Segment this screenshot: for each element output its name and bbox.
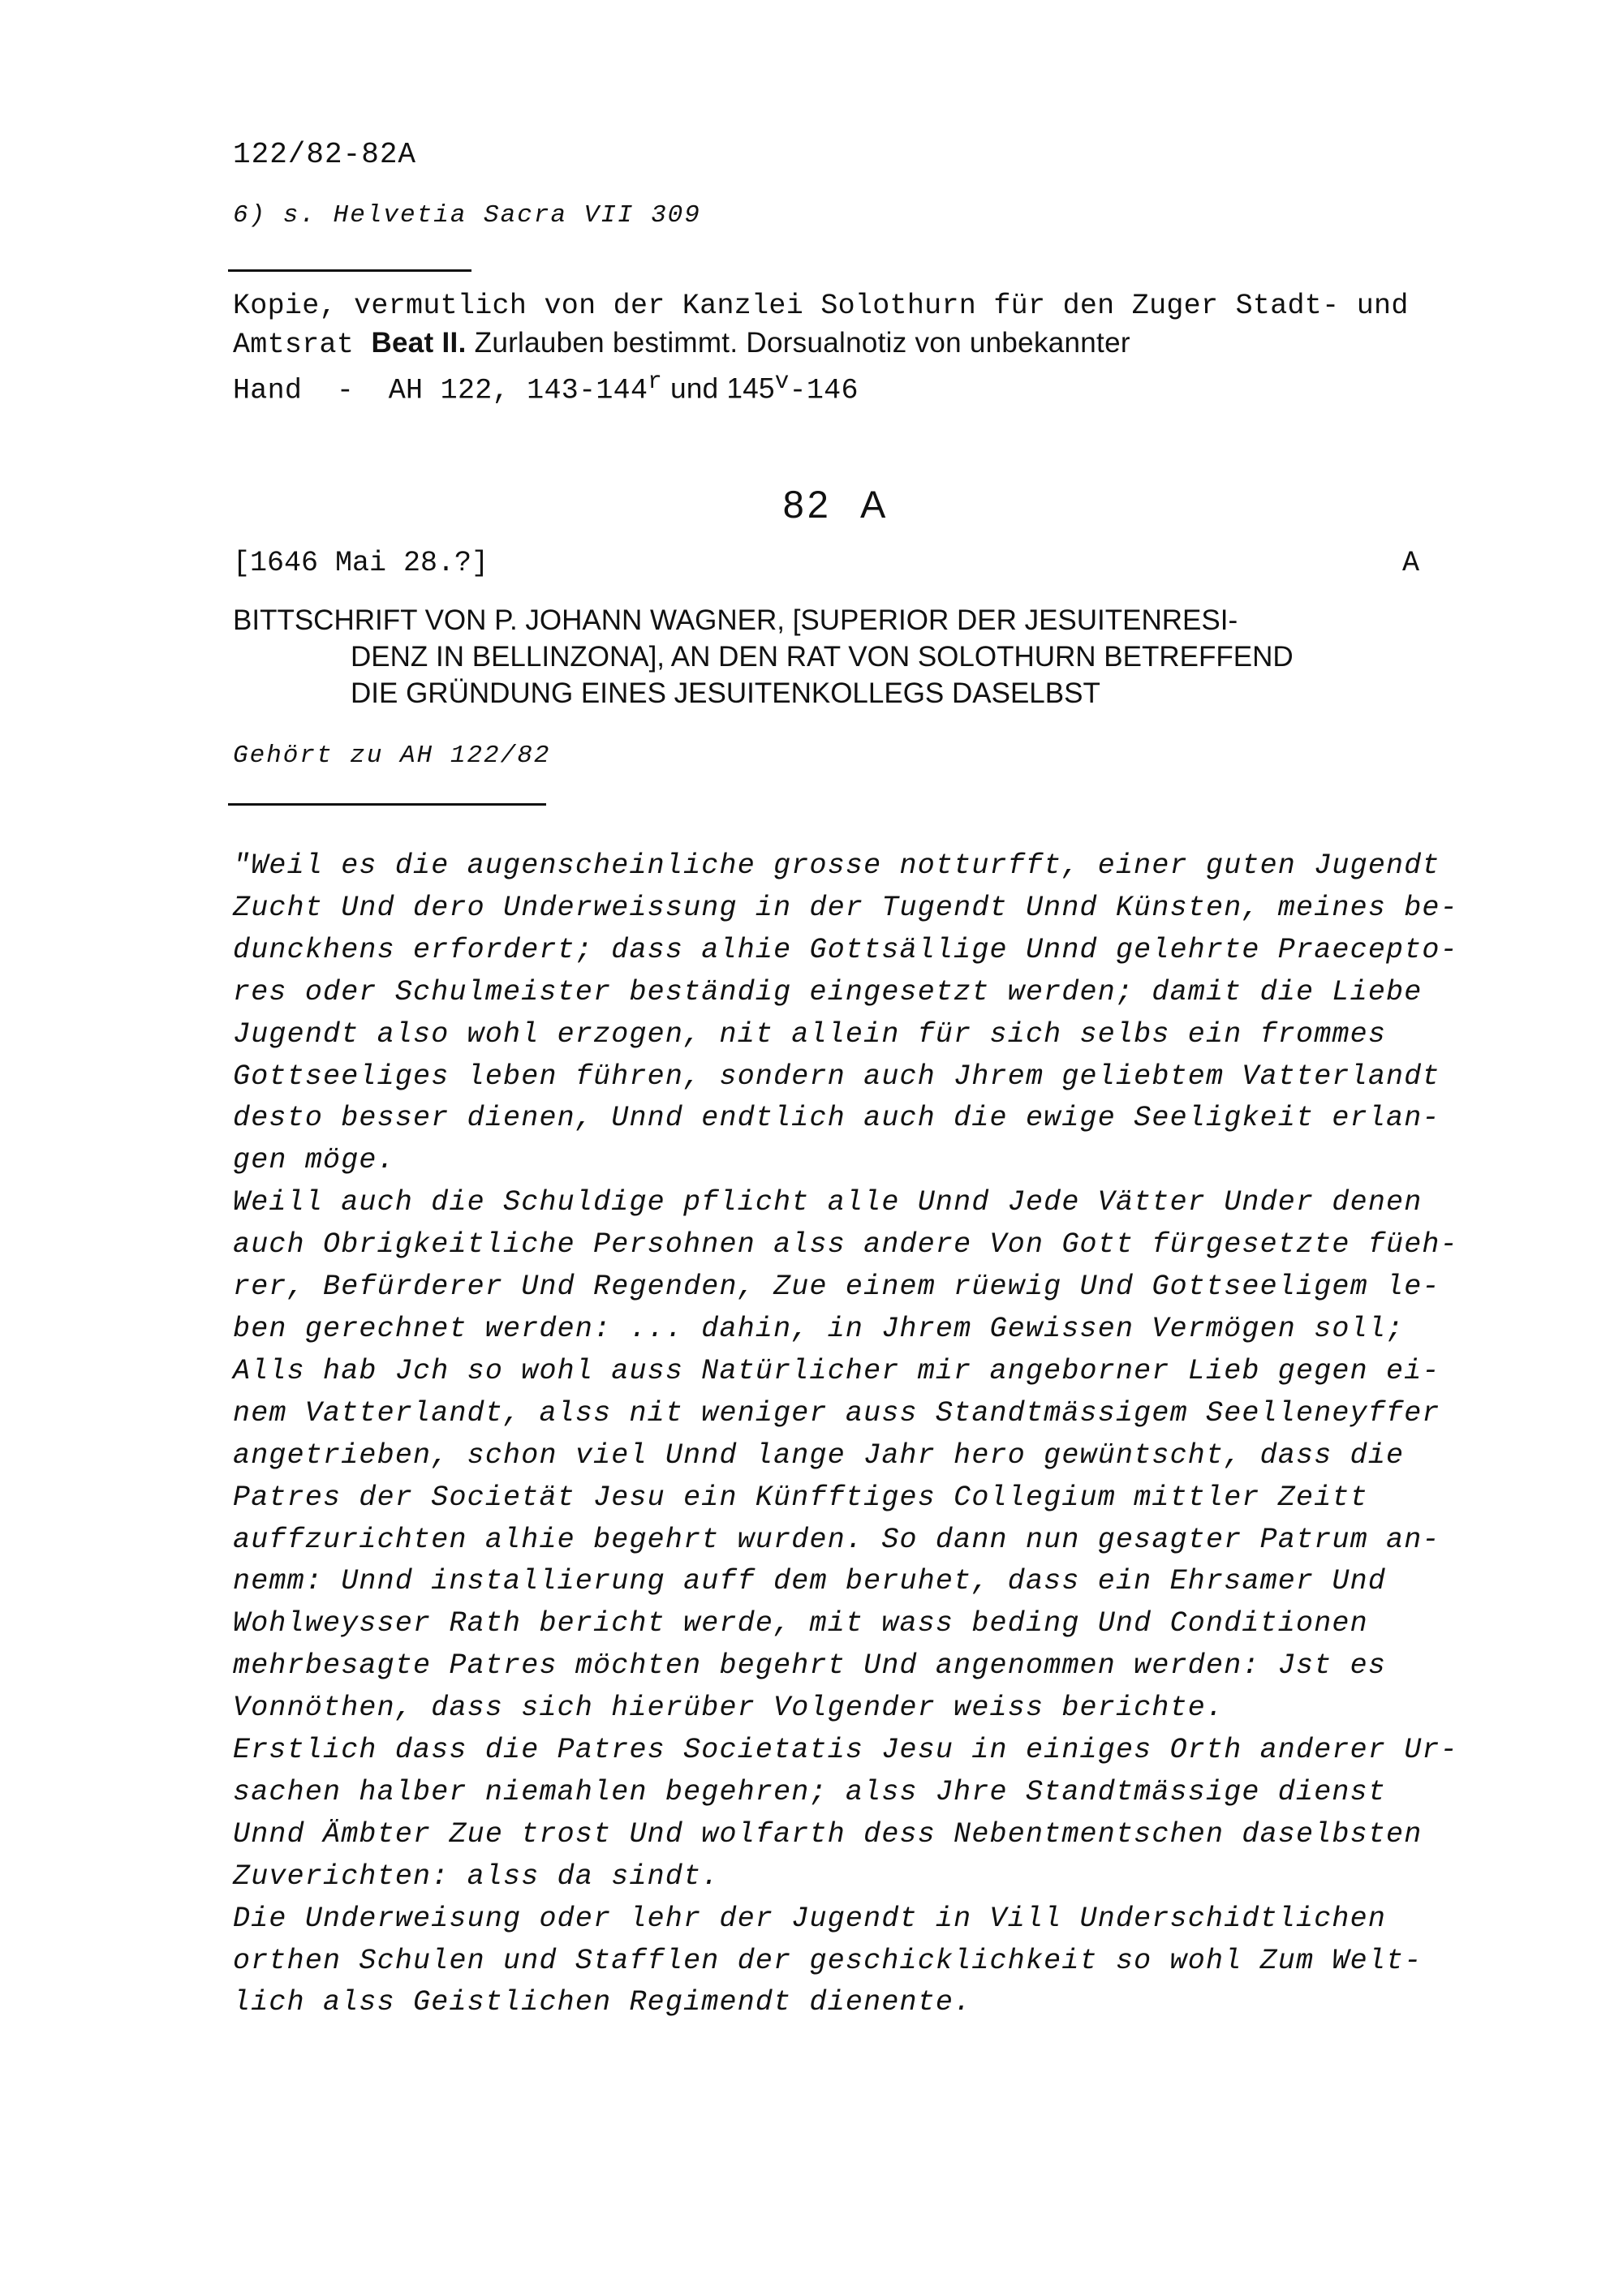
body-line: Weill auch die Schuldige pflicht alle Unnd Jede Vätter Under denen (233, 1186, 1423, 1219)
heading-divider (228, 803, 546, 806)
body-line: desto besser dienen, Unnd endtlich auch die ewige Seeligkeit erlan- (233, 1102, 1440, 1135)
body-line: Gottseeliges leben führen, sondern auch Jhrem geliebtem Vatterlandt (233, 1060, 1440, 1093)
body-text (233, 845, 1531, 2024)
variant-letter: A (1402, 547, 1420, 579)
body-line: Alls hab Jch so wohl auss Natürlicher mir angeborner Lieb gegen ei- (233, 1354, 1440, 1387)
body-line: Unnd Ämbter Zue trost Und wolfarth dess Nebentmentschen daselbsten (233, 1817, 1423, 1851)
body-line: lich alss Geistlichen Regimendt dienente. (233, 1986, 972, 2019)
body-line: Wohlweysser Rath bericht werde, mit wass beding Und Conditionen (233, 1607, 1368, 1640)
body-line: mehrbesagte Patres möchten begehrt Und angenommen werden: Jst es (233, 1649, 1387, 1683)
body-line: Patres der Societät Jesu ein Künfftiges Collegium mittler Zeitt (233, 1481, 1368, 1514)
body-line: nem Vatterlandt, alss nit weniger auss Standtmässigem Seelleneyffer (233, 1396, 1440, 1430)
source-line-3: Hand - AH 122, 143-144$^r$ und 145$^v$-146 (233, 368, 859, 407)
document-date: [1646 Mai 28.?] (233, 547, 489, 579)
body-line: res oder Schulmeister beständig eingesetzt werden; damit die Liebe (233, 975, 1423, 1008)
footnote-divider (228, 269, 471, 272)
body-line: Erstlich dass die Patres Societatis Jesu in einiges Orth anderer Ur- (233, 1734, 1458, 1767)
person-name: Beat II. (371, 327, 467, 359)
body-line: auch Obrigkeitliche Persohnen alss andere Von Gott fürgesetzte füeh- (233, 1228, 1458, 1262)
heading-line: BITTSCHRIFT VON P. JOHANN WAGNER, [SUPERIOR DER JESUITENRESI- (233, 604, 1238, 636)
body-line: dunckhens erfordert; dass alhie Gottsällige Unnd gelehrte Praecepto- (233, 933, 1458, 966)
body-line: gen möge. (233, 1144, 395, 1177)
heading-line: DENZ IN BELLINZONA], AN DEN RAT VON SOLOTHURN BETREFFEND (351, 641, 1294, 673)
body-line: Vonnöthen, dass sich hierüber Volgender weiss berichte. (233, 1692, 1225, 1725)
document-number-value: 82 (782, 483, 832, 526)
body-line: "Weil es die augenscheinliche grosse notturfft, einer guten Jugendt (233, 849, 1440, 882)
source-line-2: Amtsrat Beat II. Zurlauben bestimmt. Dorsualnotiz von unbekannter (233, 327, 1130, 361)
belongs-to-note: Gehört zu AH 122/82 (233, 742, 551, 770)
body-line: sachen halber niemahlen begehren; alss Jhre Standtmässige dienst (233, 1775, 1387, 1808)
source-note (233, 287, 1499, 410)
body-line: nemm: Unnd installierung auff dem beruhet, dass ein Ehrsamer Und (233, 1565, 1387, 1598)
document-number-letter: A (859, 483, 889, 526)
body-line: angetrieben, schon viel Unnd lange Jahr hero gewüntscht, dass die (233, 1438, 1405, 1472)
source-line-1: Kopie, vermutlich von der Kanzlei Solothurn für den Zuger Stadt- und (233, 290, 1409, 322)
footnote: 6) s. Helvetia Sacra VII 309 (233, 201, 701, 230)
body-line: orthen Schulen und Stafflen der geschicklichkeit so wohl Zum Welt- (233, 1944, 1423, 1977)
body-line: Jugendt also wohl erzogen, nit allein für sich selbs ein frommes (233, 1017, 1387, 1051)
body-line: rer, Befürderer Und Regenden, Zue einem rüewig Und Gottseeligem le- (233, 1271, 1440, 1304)
body-line: Die Underweisung oder lehr der Jugendt in Vill Underschidtlichen (233, 1902, 1387, 1935)
document-heading (233, 602, 1499, 712)
body-line: Zuverichten: alss da sindt. (233, 1860, 720, 1893)
page-reference: 122/82-82A (233, 138, 417, 171)
body-line: Zucht Und dero Underweissung in der Tugendt Unnd Künsten, meines be- (233, 891, 1458, 924)
document-number (0, 482, 1623, 527)
heading-line: DIE GRÜNDUNG EINES JESUITENKOLLEGS DASELBST (351, 677, 1100, 709)
body-line: ben gerechnet werden: ... dahin, in Jhrem Gewissen Vermögen soll; (233, 1312, 1405, 1345)
body-line: auffzurichten alhie begehrt wurden. So dann nun gesagter Patrum an- (233, 1523, 1440, 1556)
